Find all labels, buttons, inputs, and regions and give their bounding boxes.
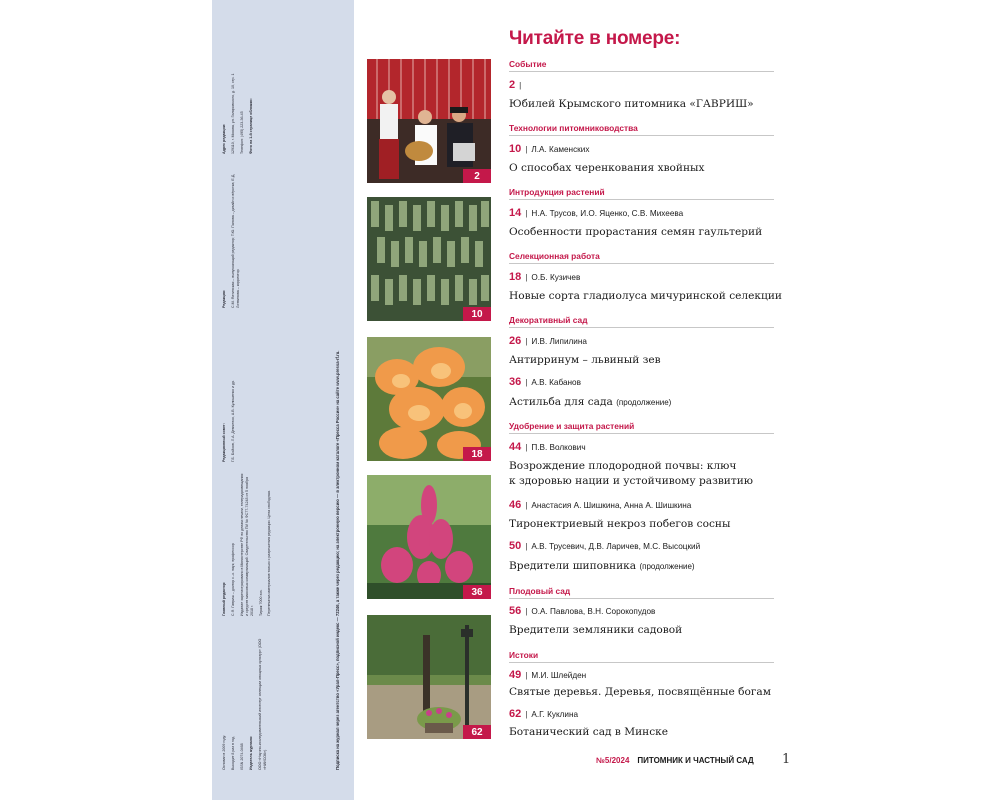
article-title: Святые деревья. Деревья, посвящённые богам <box>509 686 771 698</box>
article-title: Юбилей Крымского питомника «ГАВРИШ» <box>509 98 754 110</box>
section-heading-origins: Истоки <box>509 650 539 660</box>
section-heading-event: Событие <box>509 59 547 69</box>
section-divider <box>509 327 774 328</box>
toc-entry-meta: 10 | Л.А. Каменских <box>509 143 590 155</box>
toc-entry-meta: 62 | А.Г. Куклина <box>509 708 579 720</box>
colophon-col-4 <box>222 164 276 308</box>
section-divider <box>509 71 774 72</box>
authors: И.В. Липилина <box>531 337 587 346</box>
article-title: Ботанический сад в Минске <box>509 726 669 738</box>
photo-astilbe <box>367 475 491 599</box>
subscription-note: Подписка на журнал через агентство «Урал-Пресс», подписной индекс — 72246, а также через редакцию; на электронную версию — в электронном каталоге «Пресса России» на сайте www.pressa-rf.ru. <box>335 350 340 770</box>
photo-badge-10: 10 <box>463 307 491 321</box>
toc-entry-link[interactable] <box>509 290 782 302</box>
section-divider <box>509 662 774 663</box>
section-heading-protection: Удобрение и защита растений <box>509 421 635 431</box>
section-divider <box>509 199 774 200</box>
contents-title: Читайте в номере: <box>509 28 681 49</box>
photo-conifer-cuttings <box>367 197 491 321</box>
article-title-line-2: к здоровью нации и устойчивому развитию <box>509 475 754 487</box>
photo-badge-36: 36 <box>463 585 491 599</box>
toc-entry-link[interactable] <box>509 162 704 174</box>
toc-entry-link[interactable] <box>509 624 682 636</box>
photo-botanical-garden <box>367 615 491 739</box>
toc-entry-meta: 36 | А.В. Кабанов <box>509 376 581 388</box>
article-note: (продолжение) <box>616 398 672 407</box>
page-number: 36 <box>509 376 522 388</box>
founded-text: Основан в 2009 году. <box>222 734 226 770</box>
owner-heading: Издатель журнала: <box>248 735 253 770</box>
page-number: 2 <box>509 79 516 91</box>
toc-entry-meta: 50 | А.В. Трусевич, Д.В. Ларичев, М.С. Высоцкий <box>509 540 701 552</box>
magazine-name: ПИТОМНИК И ЧАСТНЫЙ САД <box>637 756 754 765</box>
chief-text: С.Ф. Гавриш – доктор с.-х. наук, профессор <box>230 543 235 616</box>
page-number: 49 <box>509 669 522 681</box>
reprint-text: Перепечатка материалов только с разрешения редакции. Цена свободная. <box>267 490 272 616</box>
toc-entry-link[interactable] <box>509 560 695 572</box>
colophon-col-2 <box>222 472 276 616</box>
photo-badge-2: 2 <box>463 169 491 183</box>
photo-folk-ensemble <box>367 59 491 183</box>
toc-entry-link[interactable] <box>509 396 671 408</box>
page-number: 56 <box>509 605 522 617</box>
colophon-col-1 <box>222 626 276 770</box>
article-title: Особенности прорастания семян гаультерий <box>509 226 763 238</box>
toc-entry-link[interactable] <box>509 354 661 366</box>
section-heading-fruit-garden: Плодовый сад <box>509 586 571 596</box>
toc-entry-meta: 49 | М.И. Шлейден <box>509 669 587 681</box>
toc-entry-meta: 56 | О.А. Павлова, В.Н. Сорокопудов <box>509 605 656 617</box>
colophon-col-5 <box>222 10 276 154</box>
authors: Л.А. Каменских <box>531 145 590 154</box>
toc-entry-link[interactable] <box>509 460 736 472</box>
circulation-text: Тираж 7000 экз. <box>258 589 263 616</box>
page-number: 14 <box>509 207 522 219</box>
authors: А.В. Кабанов <box>531 378 581 387</box>
article-note: (продолжение) <box>639 562 695 571</box>
authors: Анастасия А. Шишкина, Анна А. Шишкина <box>531 501 692 510</box>
address-text: 129110, г. Москва, ул. Гиляровского, д. 10, стр. 1 <box>230 73 235 154</box>
authors: П.В. Волкович <box>531 443 586 452</box>
toc-entry-link[interactable] <box>509 475 753 487</box>
toc-entry-meta: 2 | <box>509 79 522 91</box>
authors: Н.А. Трусов, И.О. Яценко, С.В. Михеева <box>531 209 684 218</box>
council-heading: Редакционный совет: <box>222 423 226 462</box>
page-number: 50 <box>509 540 522 552</box>
article-title: Антирринум – львиный зев <box>509 354 661 366</box>
section-heading-breeding: Селекционная работа <box>509 251 600 261</box>
authors: О.А. Павлова, В.Н. Сорокопудов <box>531 607 656 616</box>
section-divider <box>509 135 774 136</box>
colophon-col-3 <box>222 318 276 462</box>
page-number: 44 <box>509 441 522 453</box>
address-heading: Адрес редакции: <box>222 123 226 154</box>
toc-entry-meta: 14 | Н.А. Трусов, И.О. Яценко, С.В. Михеева <box>509 207 684 219</box>
page-number: 46 <box>509 499 522 511</box>
authors: А.Г. Куклина <box>531 710 579 719</box>
section-heading-ornamental: Декоративный сад <box>509 315 588 325</box>
editorial-text: С.М. Ялтинская – выпускающий редактор; Т.Ю. Панова – дизайн и вёрстка; Е.Д. Литвинова – корректор <box>230 173 240 308</box>
editorial-heading: Редакция: <box>222 289 226 308</box>
issue-number: №5/2024 <box>596 756 630 765</box>
authors: М.И. Шлейден <box>531 671 587 680</box>
toc-entry-link[interactable] <box>509 518 730 530</box>
photo-gladiolus <box>367 337 491 461</box>
section-divider <box>509 433 774 434</box>
toc-entry-link[interactable] <box>509 98 754 110</box>
toc-entry-meta: 26 | И.В. Липилина <box>509 335 587 347</box>
issn-text: ISSN 2074-0468 <box>239 743 244 770</box>
colophon-sidebar <box>212 0 354 800</box>
article-title: Вредители земляники садовой <box>509 624 683 636</box>
toc-entry-meta: 18 | О.Б. Кузичев <box>509 271 581 283</box>
page-number-footer: 1 <box>782 752 791 767</box>
section-divider <box>509 598 774 599</box>
section-heading-introduction: Интродукция растений <box>509 187 605 197</box>
page-number: 10 <box>509 143 522 155</box>
section-heading-nursery-tech: Технологии питомниководства <box>509 123 638 133</box>
owner-text: ООО «Научно-исследовательский институт селекции овощных культур» (ООО «НИИСОК») <box>257 638 267 770</box>
article-title: О способах черенкования хвойных <box>509 162 705 174</box>
colophon-text <box>222 10 276 770</box>
article-title: Тиронектриевый некроз побегов сосны <box>509 518 731 530</box>
toc-entry-link[interactable] <box>509 686 771 698</box>
cover-heading: Фото на 1-й странице обложки: <box>248 98 253 154</box>
article-title: Новые сорта гладиолуса мичуринской селекции <box>509 290 782 302</box>
article-title: Возрождение плодородной почвы: ключ <box>509 460 737 472</box>
article-title: Астильба для сада <box>509 396 613 408</box>
chief-heading: Главный редактор: <box>222 581 226 616</box>
authors: О.Б. Кузичев <box>531 273 581 282</box>
section-divider <box>509 263 774 264</box>
toc-entry-meta: 44 | П.В. Волкович <box>509 441 586 453</box>
toc-entry-meta: 46 | Анастасия А. Шишкина, Анна А. Шишкина <box>509 499 692 511</box>
page-number: 62 <box>509 708 522 720</box>
phone-text: Телефон: (495) 223-36-45 <box>239 111 244 154</box>
page-number: 18 <box>509 271 522 283</box>
photo-badge-62: 62 <box>463 725 491 739</box>
photo-badge-18: 18 <box>463 447 491 461</box>
council-text: Г.Б. Бойков, Л.А. Демченко, А.В. Кулишенко и др. <box>230 379 235 462</box>
authors: А.В. Трусевич, Д.В. Ларичев, М.С. Высоцкий <box>531 542 701 551</box>
article-title: Вредители шиповника <box>509 560 637 572</box>
contents-header <box>509 28 809 50</box>
frequency-text: Выходит 8 раз в год. <box>230 735 235 770</box>
toc-entry-link[interactable] <box>509 226 762 238</box>
toc-entry-link[interactable] <box>509 726 668 738</box>
page-footer <box>596 756 754 765</box>
page-number: 26 <box>509 335 522 347</box>
registration-text: Издание зарегистрировано в Министерстве РФ по делам печати, телерадиовещания и средств массовых коммуникаций. Свидетельство ПИ № ФС77-74248 от 5 ноября 2018 г. <box>239 473 254 616</box>
